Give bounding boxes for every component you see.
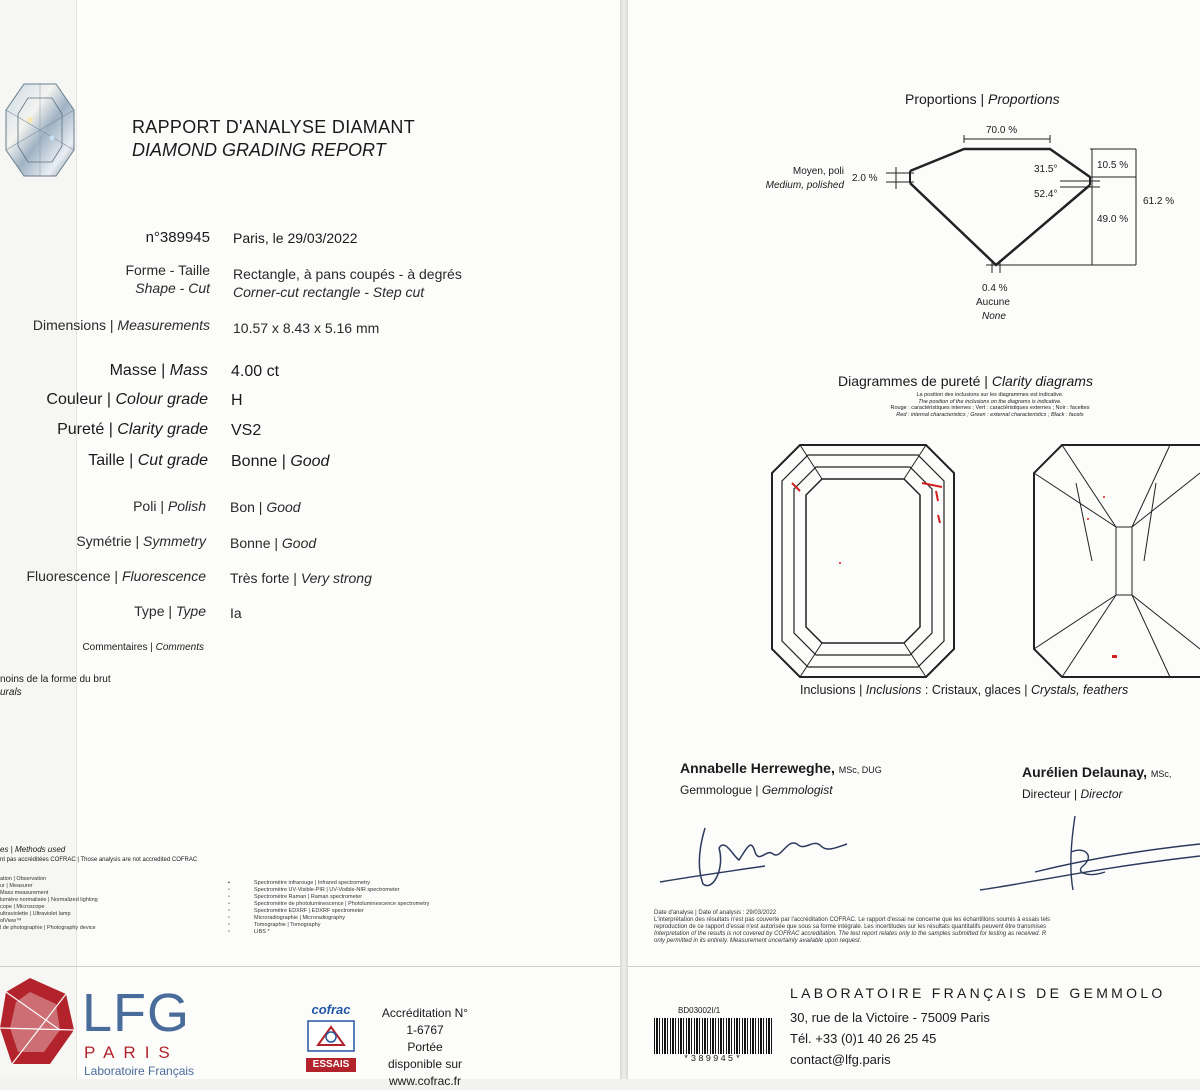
mass-label: Masse | Mass	[109, 362, 208, 379]
lab-name: LABORATOIRE FRANÇAIS DE GEMMOLO	[790, 985, 1166, 1001]
checkbox-icon: ▫	[228, 887, 230, 893]
table-pct: 70.0 %	[986, 125, 1018, 136]
method-item: Tomographie | Tomography	[254, 922, 321, 928]
left-signature	[655, 808, 855, 903]
proportions-title: Proportions | Proportions	[905, 91, 1060, 107]
shape-label-en: Shape - Cut	[135, 280, 210, 296]
lfg-logo-text: LFG	[82, 983, 191, 1043]
clarity-label: Pureté | Clarity grade	[57, 421, 208, 438]
method-item: Spectromètre de photoluminescence | Photoluminescence spectrometry	[254, 901, 430, 907]
colour-label: Couleur | Colour grade	[46, 391, 208, 408]
disclaimer-line: Date d'analyse | Date of analysis : 29/03/2022	[654, 910, 777, 916]
left-signatory-role: Gemmologue | Gemmologist	[680, 783, 833, 797]
disclaimer	[654, 910, 1200, 945]
method-item: Spectromètre Raman | Raman spectrometer	[254, 894, 363, 900]
girdle-pct: 2.0 %	[852, 173, 878, 184]
cofrac-accreditation	[366, 1005, 484, 1090]
method-item: Spectromètre EDXRF | EDXRF spectrometer	[254, 908, 364, 914]
symmetry-label: Symétrie | Symmetry	[76, 533, 206, 549]
method-item: Mass measurement	[0, 890, 49, 896]
clarity-note: Red : internal characteristics ; Green : external characteristics ; Black : facets	[896, 411, 1084, 418]
comments-text-en: urals	[0, 687, 22, 698]
checkbox-icon: ▫	[228, 929, 230, 935]
colour-value: H	[231, 392, 243, 409]
left-signatory-name: Annabelle Herreweghe, MSc, DUG	[680, 760, 882, 776]
page-fold	[620, 0, 628, 1079]
barcode-text: *389945*	[683, 1054, 743, 1064]
clarity-value: VS2	[231, 422, 262, 439]
report-number: n°389945	[145, 229, 210, 246]
report-place-date: Paris, le 29/03/2022	[233, 230, 358, 246]
method-item: Spectromètre UV-Visible-PIR | UV-Visible-NIR spectrometer	[254, 887, 400, 893]
clarity-diagrams-notes	[820, 392, 1160, 418]
total-depth: 61.2 %	[1143, 196, 1175, 207]
doc-code: BD03002I/1	[678, 1006, 721, 1015]
right-signatory-name: Aurélien Delaunay, MSc,	[1022, 764, 1172, 780]
method-item: l de photographie | Photography device	[0, 925, 96, 931]
disclaimer-line: only permitted in its entirety. Measurement uncertainty available upon request.	[654, 938, 862, 944]
method-item: lumière normalisée | Normalized lighting	[0, 897, 98, 903]
type-label: Type | Type	[134, 603, 206, 619]
checkbox-icon: ▫	[228, 908, 230, 914]
fluorescence-value: Très forte | Very strong	[230, 570, 372, 586]
method-item: ur | Measurer	[0, 883, 33, 889]
clarity-diagrams-title: Diagrammes de pureté | Clarity diagrams	[838, 373, 1093, 389]
proportions-diagram	[740, 115, 1160, 335]
checkbox-icon: ▫	[228, 901, 230, 907]
disclaimer-line: reproduction de ce rapport d'essai n'est autorisée que sous sa forme intégrale. Les incertitudes sur les résultats quantitatifs peuvent être transmises	[654, 924, 1047, 930]
right-signatory-role: Directeur | Director	[1022, 787, 1123, 801]
clarity-note: La position des inclusions sur les diagrammes est indicative.	[916, 392, 1064, 398]
method-item: Microradiographie | Microradiography	[254, 915, 345, 921]
methods-note: nt pas accréditées COFRAC | Those analysis are not accredited COFRAC	[0, 857, 198, 863]
report-title-fr: RAPPORT D'ANALYSE DIAMANT	[132, 117, 416, 137]
crown-angle: 31.5°	[1034, 164, 1058, 175]
method-item: olView™	[0, 918, 22, 924]
mass-value: 4.00 ct	[231, 363, 280, 380]
method-item: ation | Observation	[0, 876, 47, 882]
cofrac-line: 1-6767	[406, 1023, 444, 1037]
cofrac-essais: ESSAIS	[306, 1058, 356, 1072]
pavilion-clarity-diagram	[1032, 443, 1200, 686]
pavilion-depth: 49.0 %	[1097, 214, 1129, 225]
cofrac-line: www.cofrac.fr	[388, 1074, 461, 1088]
methods-right-list	[254, 880, 554, 936]
girdle-label-fr: Moyen, poli	[792, 166, 844, 177]
measurements-label: Dimensions | Measurements	[32, 317, 210, 333]
lab-email: contact@lfg.paris	[790, 1052, 891, 1067]
culet-label-en: None	[982, 311, 1006, 322]
culet-label-fr: Aucune	[976, 297, 1010, 308]
comments-text-fr: noins de la forme du brut	[0, 674, 111, 685]
cofrac-line: disponible sur	[387, 1057, 463, 1071]
measurements-value: 10.57 x 8.43 x 5.16 mm	[233, 320, 380, 336]
clarity-note: Rouge : caractéristiques internes ; Vert : caractéristiques externes ; Noir : facettes	[890, 405, 1090, 411]
cofrac-line: Accréditation N°	[381, 1006, 469, 1020]
disclaimer-line: L'interprétation des résultats n'est pas couverte par l'accréditation COFRAC. Le rapport d'essai ne concerne que les échantillons soumis à essais tels	[654, 917, 1051, 923]
shape-value-en: Corner-cut rectangle - Step cut	[233, 284, 425, 300]
shape-label-fr: Forme - Taille	[125, 262, 210, 278]
crown-clarity-diagram	[770, 443, 956, 686]
symmetry-value: Bonne | Good	[230, 535, 317, 551]
methods-left-list	[0, 876, 200, 932]
lfg-logo-mark	[0, 978, 76, 1079]
cofrac-logo	[304, 1002, 358, 1070]
right-signature	[975, 812, 1200, 901]
pavilion-angle: 52.4°	[1034, 189, 1058, 200]
cut-value: Bonne | Good	[231, 453, 330, 470]
footer-divider-right	[628, 966, 1200, 967]
inclusions-line: Inclusions | Inclusions : Cristaux, glaces | Crystals, feathers	[800, 683, 1129, 697]
checkbox-icon: ▫	[228, 922, 230, 928]
method-item: cope | Microscope	[0, 904, 45, 910]
diamond-image	[4, 80, 76, 185]
polish-value: Bon | Good	[230, 499, 301, 515]
method-item: ultraviolette | Ultraviolet lamp	[0, 911, 71, 917]
shape-value-fr: Rectangle, à pans coupés - à degrés	[233, 266, 462, 282]
checkbox-icon: ▫	[228, 915, 230, 921]
methods-title: es | Methods used	[0, 845, 66, 854]
methods-left-checkboxes	[228, 880, 242, 936]
lfg-logo-subtitle: Laboratoire Français	[84, 1064, 195, 1078]
lfg-logo-city: PARIS	[84, 1043, 179, 1062]
comments-label: Commentaires | Comments	[82, 642, 204, 653]
cofrac-line: Portée	[407, 1040, 443, 1054]
culet-pct: 0.4 %	[982, 283, 1008, 294]
type-value: Ia	[230, 605, 242, 621]
report-title-en: DIAMOND GRADING REPORT	[132, 140, 386, 160]
method-item: Spectromètre infrarouge | Infrared spectrometry	[254, 880, 371, 886]
footer-divider-left	[0, 966, 620, 967]
cut-label: Taille | Cut grade	[88, 452, 208, 469]
barcode	[654, 1018, 772, 1054]
polish-label: Poli | Polish	[133, 498, 206, 514]
fluorescence-label: Fluorescence | Fluorescence	[26, 568, 206, 584]
disclaimer-line: Interpretation of the results is not covered by COFRAC accreditation. The test report relates only to the samples submitted for testing as received. R	[654, 931, 1047, 937]
clarity-note: The position of the inclusions on the diagrams is indicative.	[918, 398, 1062, 405]
cofrac-logo-text: cofrac	[311, 1002, 351, 1017]
method-item: LIBS *	[254, 929, 270, 935]
lab-phone: Tél. +33 (0)1 40 26 25 45	[790, 1031, 937, 1046]
lab-address: 30, rue de la Victoire - 75009 Paris	[790, 1010, 990, 1025]
girdle-label-en: Medium, polished	[765, 180, 844, 191]
checkbox-icon: ▪	[228, 880, 230, 886]
cofrac-emblem-icon	[304, 1017, 358, 1061]
checkbox-icon: ▫	[228, 894, 230, 900]
crown-height: 10.5 %	[1097, 160, 1129, 171]
